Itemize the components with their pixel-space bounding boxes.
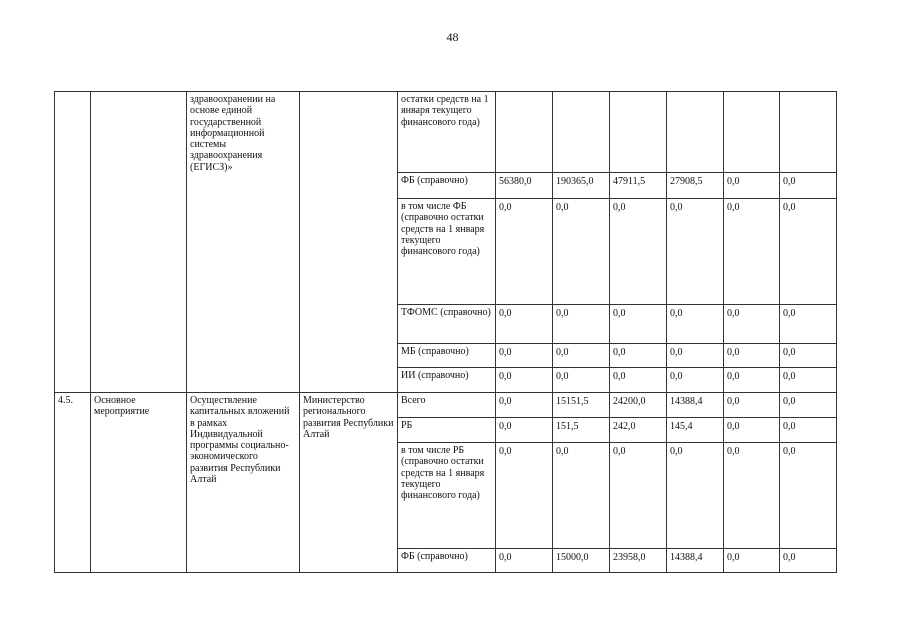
value-cell: 0,0 <box>780 199 837 305</box>
value-cell <box>724 92 780 173</box>
value-cell: 0,0 <box>496 443 553 549</box>
value-cell: 0,0 <box>724 173 780 199</box>
description-cell: здравоохранении на основе единой государственной информационной системы здравоохранения (ЕГИСЗ)» <box>187 92 300 393</box>
value-cell <box>496 92 553 173</box>
value-cell: 0,0 <box>724 443 780 549</box>
value-cell: 47911,5 <box>610 173 667 199</box>
value-cell: 0,0 <box>610 368 667 393</box>
value-cell: 0,0 <box>667 368 724 393</box>
value-cell: 0,0 <box>553 199 610 305</box>
value-cell: 0,0 <box>496 368 553 393</box>
value-cell: 0,0 <box>553 305 610 344</box>
value-cell: 0,0 <box>724 368 780 393</box>
value-cell: 0,0 <box>667 443 724 549</box>
table-row <box>55 393 837 418</box>
value-cell: 0,0 <box>496 549 553 573</box>
value-cell: 56380,0 <box>496 173 553 199</box>
source-cell: ФБ (справочно) <box>398 549 496 573</box>
value-cell: 0,0 <box>610 443 667 549</box>
value-cell: 0,0 <box>496 344 553 368</box>
source-cell: остатки средств на 1 января текущего финансового года) <box>398 92 496 173</box>
value-cell <box>667 92 724 173</box>
program-table <box>54 91 837 573</box>
description-cell: Осуществление капитальных вложений в рамках Индивидуальной программы социально-экономического развития Республики Алтай <box>187 393 300 573</box>
number-cell <box>55 92 91 393</box>
value-cell: 0,0 <box>496 393 553 418</box>
source-cell: РБ <box>398 418 496 443</box>
value-cell: 0,0 <box>667 199 724 305</box>
value-cell: 0,0 <box>610 344 667 368</box>
value-cell: 0,0 <box>780 173 837 199</box>
value-cell <box>780 92 837 173</box>
value-cell: 15151,5 <box>553 393 610 418</box>
value-cell: 0,0 <box>553 368 610 393</box>
value-cell: 0,0 <box>780 549 837 573</box>
value-cell: 24200,0 <box>610 393 667 418</box>
source-cell: Всего <box>398 393 496 418</box>
source-cell: МБ (справочно) <box>398 344 496 368</box>
value-cell: 0,0 <box>780 418 837 443</box>
type-cell: Основное мероприятие <box>91 393 187 573</box>
source-cell: в том числе РБ (справочно остатки средств на 1 января текущего финансового года) <box>398 443 496 549</box>
value-cell <box>553 92 610 173</box>
value-cell: 242,0 <box>610 418 667 443</box>
source-cell: ТФОМС (справочно) <box>398 305 496 344</box>
source-cell: ИИ (справочно) <box>398 368 496 393</box>
value-cell: 151,5 <box>553 418 610 443</box>
value-cell: 0,0 <box>724 418 780 443</box>
value-cell: 0,0 <box>780 443 837 549</box>
value-cell: 14388,4 <box>667 549 724 573</box>
value-cell: 0,0 <box>553 443 610 549</box>
value-cell: 0,0 <box>496 418 553 443</box>
value-cell: 0,0 <box>780 368 837 393</box>
type-cell <box>91 92 187 393</box>
value-cell: 0,0 <box>667 305 724 344</box>
value-cell: 0,0 <box>496 305 553 344</box>
value-cell: 23958,0 <box>610 549 667 573</box>
value-cell: 0,0 <box>780 344 837 368</box>
value-cell: 0,0 <box>496 199 553 305</box>
value-cell: 0,0 <box>724 199 780 305</box>
value-cell: 15000,0 <box>553 549 610 573</box>
value-cell: 0,0 <box>724 549 780 573</box>
value-cell: 0,0 <box>724 305 780 344</box>
value-cell: 0,0 <box>724 344 780 368</box>
value-cell: 0,0 <box>610 305 667 344</box>
number-cell: 4.5. <box>55 393 91 573</box>
value-cell <box>610 92 667 173</box>
value-cell: 0,0 <box>553 344 610 368</box>
source-cell: в том числе ФБ (справочно остатки средств на 1 января текущего финансового года) <box>398 199 496 305</box>
table-row <box>55 92 837 173</box>
value-cell: 27908,5 <box>667 173 724 199</box>
value-cell: 0,0 <box>724 393 780 418</box>
value-cell: 14388,4 <box>667 393 724 418</box>
value-cell: 0,0 <box>780 393 837 418</box>
page-number: 48 <box>446 30 459 44</box>
executor-cell: Министерство регионального развития Республики Алтай <box>300 393 398 573</box>
value-cell: 190365,0 <box>553 173 610 199</box>
value-cell: 145,4 <box>667 418 724 443</box>
value-cell: 0,0 <box>667 344 724 368</box>
source-cell: ФБ (справочно) <box>398 173 496 199</box>
executor-cell <box>300 92 398 393</box>
value-cell: 0,0 <box>780 305 837 344</box>
value-cell: 0,0 <box>610 199 667 305</box>
